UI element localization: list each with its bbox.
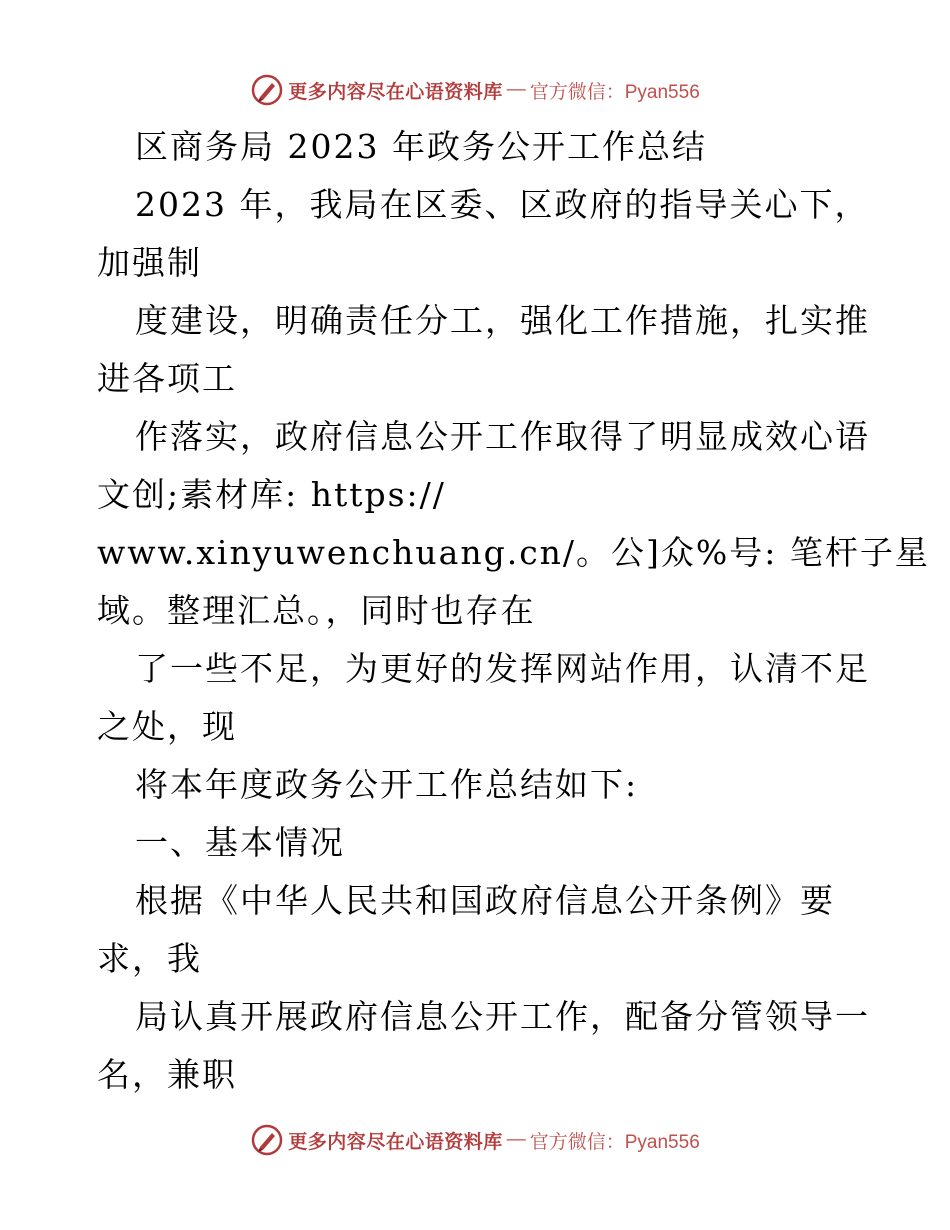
- text-line: 了一些不足，为更好的发挥网站作用，认清不足: [135, 649, 870, 688]
- banner-text: 更多内容尽在心语资料库: [288, 80, 503, 103]
- banner-text: 更多内容尽在心语资料库: [288, 1130, 503, 1153]
- text-line: 将本年度政务公开工作总结如下:: [135, 765, 639, 804]
- header-banner: [0, 70, 950, 110]
- text-line: 度建设，明确责任分工，强化工作措施，扎实推: [135, 301, 870, 340]
- text-line: 根据《中华人民共和国政府信息公开条例》要: [135, 881, 835, 920]
- text-line: www.xinyuwenchuang.cn/。公]众%号: 笔杆子星: [97, 533, 930, 572]
- text-line: 加强制: [97, 243, 202, 282]
- document-body: [97, 118, 930, 1104]
- banner-contact: 官方微信：Pyan556: [529, 1131, 700, 1153]
- text-line: 局认真开展政府信息公开工作，配备分管领导一: [135, 997, 870, 1036]
- text-line: 文创;素材库: https://: [97, 475, 446, 514]
- banner-separator: —: [506, 79, 526, 100]
- text-line: 名，兼职: [97, 1055, 237, 1094]
- banner-separator: —: [506, 1129, 526, 1150]
- text-line: 进各项工: [97, 359, 237, 398]
- banner-contact: 官方微信：Pyan556: [529, 81, 700, 103]
- text-line: 之处，现: [97, 707, 237, 746]
- pen-logo-icon: [250, 1123, 284, 1157]
- document-title: 区商务局 2023 年政务公开工作总结: [135, 127, 707, 166]
- text-line: 2023 年，我局在区委、区政府的指导关心下，: [135, 185, 870, 224]
- section-heading: 一、基本情况: [135, 823, 345, 862]
- text-line: 域。整理汇总。，同时也存在: [97, 591, 536, 630]
- text-line: 求，我: [97, 939, 202, 978]
- text-line: 作落实，政府信息公开工作取得了明显成效心语: [135, 417, 870, 456]
- footer-banner: [0, 1120, 950, 1160]
- pen-logo-icon: [250, 73, 284, 107]
